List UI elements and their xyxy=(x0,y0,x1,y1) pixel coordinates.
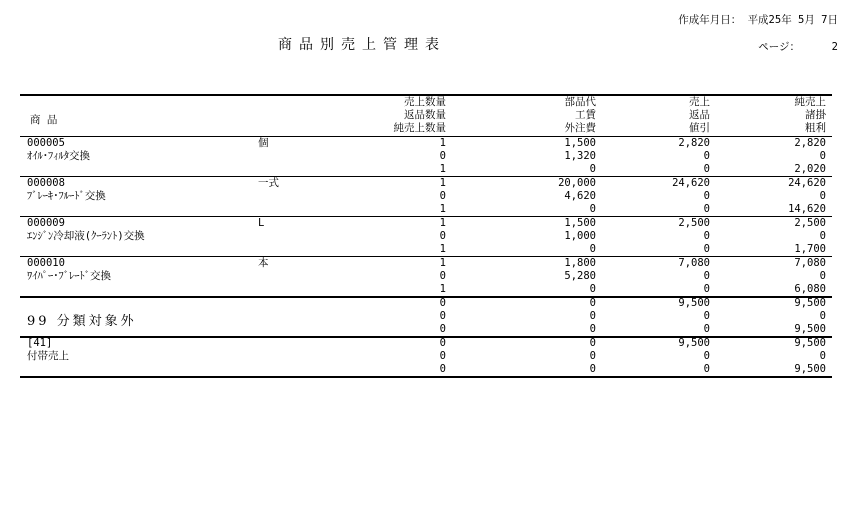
sales-amount: 7,080 xyxy=(678,257,710,269)
net-sales: 2,500 xyxy=(794,217,826,229)
parts-cost: 1,500 xyxy=(564,137,596,149)
returns-amount: 0 xyxy=(703,230,710,242)
misc-charges: 0 xyxy=(819,270,826,282)
misc-charges: 0 xyxy=(819,310,826,322)
net-sales: 9,500 xyxy=(794,297,826,309)
header-sales-1: 売上 xyxy=(689,96,710,108)
discount-amount: 0 xyxy=(703,363,710,375)
discount-amount: 0 xyxy=(703,283,710,295)
header-sales-3: 値引 xyxy=(689,122,710,134)
sales-amount: 9,500 xyxy=(678,337,710,349)
net-sales: 7,080 xyxy=(794,257,826,269)
header-product: 商 品 xyxy=(30,114,58,126)
header-qty-1: 売上数量 xyxy=(404,96,446,108)
returns-amount: 0 xyxy=(703,310,710,322)
page-value: 2 xyxy=(831,41,838,53)
returns-amount: 0 xyxy=(703,270,710,282)
product-code: 000005 xyxy=(27,137,65,149)
product-unit: 個 xyxy=(258,137,269,149)
misc-charges: 0 xyxy=(819,150,826,162)
header-cost-1: 部品代 xyxy=(564,96,596,108)
qty-returned: 0 xyxy=(439,350,446,362)
returns-amount: 0 xyxy=(703,190,710,202)
labor-cost: 1,320 xyxy=(564,150,596,162)
returns-amount: 0 xyxy=(703,350,710,362)
qty-returned: 0 xyxy=(439,230,446,242)
product-unit: 一式 xyxy=(258,177,279,189)
labor-cost: 4,620 xyxy=(564,190,596,202)
sales-amount: 2,820 xyxy=(678,137,710,149)
header-net-2: 諸掛 xyxy=(805,109,826,121)
product-unit: L xyxy=(258,217,265,229)
header-net-3: 粗利 xyxy=(805,122,826,134)
labor-cost: 1,000 xyxy=(564,230,596,242)
product-unit: 本 xyxy=(258,257,269,269)
outsourcing-cost: 0 xyxy=(589,243,596,255)
table-bottom-rule xyxy=(20,376,832,378)
gross-profit: 9,500 xyxy=(794,323,826,335)
net-sales: 24,620 xyxy=(788,177,826,189)
qty-sold: 1 xyxy=(439,257,446,269)
qty-net: 1 xyxy=(439,163,446,175)
product-code: [41] xyxy=(27,337,53,349)
gross-profit: 14,620 xyxy=(788,203,826,215)
outsourcing-cost: 0 xyxy=(589,283,596,295)
header-net-1: 純売上 xyxy=(794,96,826,108)
page-number xyxy=(758,42,838,53)
header-qty-3: 純売上数量 xyxy=(393,122,446,134)
outsourcing-cost: 0 xyxy=(589,323,596,335)
product-name: 付帯売上 xyxy=(27,350,69,362)
header-cost-2: 工賃 xyxy=(575,109,596,121)
misc-charges: 0 xyxy=(819,350,826,362)
parts-cost: 20,000 xyxy=(558,177,596,189)
product-code: 000008 xyxy=(27,177,65,189)
returns-amount: 0 xyxy=(703,150,710,162)
qty-sold: 0 xyxy=(439,337,446,349)
product-name: ｴﾝｼﾞﾝ冷却液(ｸｰﾗﾝﾄ)交換 xyxy=(27,230,145,242)
qty-sold: 1 xyxy=(439,217,446,229)
qty-returned: 0 xyxy=(439,310,446,322)
page-label: ページ： xyxy=(758,41,801,53)
page-title: 商品別売上管理表 xyxy=(278,37,446,53)
product-code: 000010 xyxy=(27,257,65,269)
qty-net: 0 xyxy=(439,323,446,335)
discount-amount: 0 xyxy=(703,243,710,255)
qty-sold: 1 xyxy=(439,137,446,149)
discount-amount: 0 xyxy=(703,163,710,175)
discount-amount: 0 xyxy=(703,323,710,335)
qty-returned: 0 xyxy=(439,190,446,202)
outsourcing-cost: 0 xyxy=(589,363,596,375)
parts-cost: 1,800 xyxy=(564,257,596,269)
gross-profit: 6,080 xyxy=(794,283,826,295)
qty-net: 0 xyxy=(439,363,446,375)
created-value: 平成25年 5月 7日 xyxy=(747,14,838,26)
header-cost-3: 外注費 xyxy=(564,122,596,134)
qty-returned: 0 xyxy=(439,270,446,282)
product-code: 000009 xyxy=(27,217,65,229)
labor-cost: 0 xyxy=(589,350,596,362)
misc-charges: 0 xyxy=(819,230,826,242)
gross-profit: 1,700 xyxy=(794,243,826,255)
qty-net: 1 xyxy=(439,283,446,295)
subtotal-label: 99 分類対象外 xyxy=(27,314,137,329)
qty-sold: 0 xyxy=(439,297,446,309)
header-qty-2: 返品数量 xyxy=(404,109,446,121)
parts-cost: 1,500 xyxy=(564,217,596,229)
sales-amount: 24,620 xyxy=(672,177,710,189)
outsourcing-cost: 0 xyxy=(589,203,596,215)
net-sales: 9,500 xyxy=(794,337,826,349)
outsourcing-cost: 0 xyxy=(589,163,596,175)
gross-profit: 2,020 xyxy=(794,163,826,175)
qty-net: 1 xyxy=(439,203,446,215)
parts-cost: 0 xyxy=(589,337,596,349)
created-date xyxy=(678,15,838,26)
net-sales: 2,820 xyxy=(794,137,826,149)
labor-cost: 0 xyxy=(589,310,596,322)
product-name: ﾌﾞﾚｰｷ･ﾌﾙｰﾄﾞ交換 xyxy=(27,190,106,202)
gross-profit: 9,500 xyxy=(794,363,826,375)
parts-cost: 0 xyxy=(589,297,596,309)
qty-returned: 0 xyxy=(439,150,446,162)
header-sales-2: 返品 xyxy=(689,109,710,121)
misc-charges: 0 xyxy=(819,190,826,202)
discount-amount: 0 xyxy=(703,203,710,215)
qty-net: 1 xyxy=(439,243,446,255)
qty-sold: 1 xyxy=(439,177,446,189)
sales-amount: 9,500 xyxy=(678,297,710,309)
created-label: 作成年月日： xyxy=(678,14,742,26)
sales-amount: 2,500 xyxy=(678,217,710,229)
product-name: ｵｲﾙ･ﾌｨﾙﾀ交換 xyxy=(27,150,90,162)
labor-cost: 5,280 xyxy=(564,270,596,282)
product-name: ﾜｲﾊﾟｰ･ﾌﾞﾚｰﾄﾞ交換 xyxy=(27,270,111,282)
